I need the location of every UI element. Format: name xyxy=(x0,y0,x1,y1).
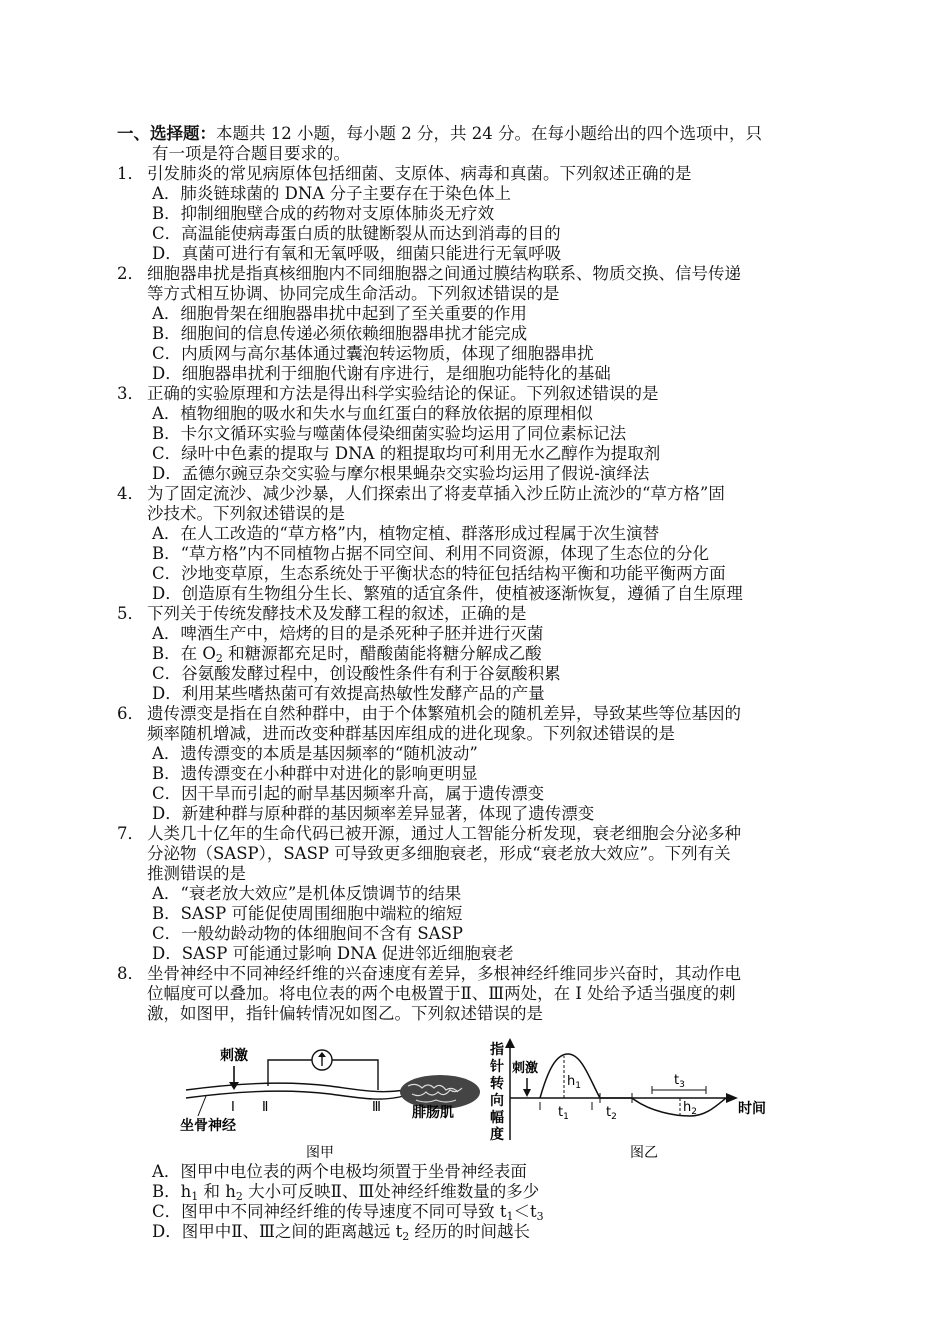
subscript: 1 xyxy=(506,1210,514,1223)
option-a[interactable]: A．肺炎链球菌的 DNA 分子主要存在于染色体上 xyxy=(152,184,511,203)
option-text: B．在 O xyxy=(152,644,216,663)
stimulus-label: 刺激 xyxy=(512,1061,539,1076)
option-b[interactable]: B．抑制细胞壁合成的药物对支原体肺炎无疗效 xyxy=(152,204,495,223)
question-stem: 分泌物（SASP），SASP 可导致更多细胞衰老，形成“衰老放大效应”。下列有关 xyxy=(147,844,731,863)
option-c[interactable]: C．内质网与高尔基体通过囊泡转运物质，体现了细胞器串扰 xyxy=(152,344,594,363)
y-label-char: 幅 xyxy=(490,1110,504,1126)
question-stem: 下列关于传统发酵技术及发酵工程的叙述，正确的是 xyxy=(147,604,527,623)
option-text: 和糖源都充足时，醋酸菌能将糖分解成乙酸 xyxy=(222,644,542,663)
section-instructions-cont: 有一项是符合题目要求的。 xyxy=(152,144,350,163)
option-d[interactable]: D．细胞器串扰利于细胞代谢有序进行，是细胞功能特化的基础 xyxy=(152,364,611,383)
y-label-char: 针 xyxy=(490,1059,504,1075)
t3-label: $t_3$ xyxy=(674,1073,685,1090)
subscript: 1 xyxy=(191,1190,199,1203)
option-d[interactable]: D．利用某些嗜热菌可有效提高热敏性发酵产品的产量 xyxy=(152,684,545,703)
t1-label: $t_1$ xyxy=(558,1105,569,1122)
h1-label: $h_1$ xyxy=(567,1074,581,1091)
question-number: 4． xyxy=(117,484,144,503)
option-c[interactable]: C．谷氨酸发酵过程中，创设酸性条件有利于谷氨酸积累 xyxy=(152,664,561,683)
question-number: 8． xyxy=(117,964,144,983)
question-stem: 人类几十亿年的生命代码已被开源，通过人工智能分析发现，衰老细胞会分泌多种 xyxy=(147,824,741,843)
option-c[interactable]: C．高温能使病毒蛋白质的肽键断裂从而达到消毒的目的 xyxy=(152,224,561,243)
figure-yi-caption: 图乙 xyxy=(630,1145,658,1161)
subscript: 2 xyxy=(215,652,223,665)
option-a[interactable]: A．啤酒生产中，焙烤的目的是杀死种子胚并进行灭菌 xyxy=(152,624,544,643)
option-d[interactable]: D．新建种群与原种群的基因频率差异显著，体现了遗传漂变 xyxy=(152,804,595,823)
question-number: 7． xyxy=(117,824,144,843)
y-label-char: 转 xyxy=(490,1076,504,1092)
option-c[interactable]: C．绿叶中色素的提取与 DNA 的粗提取均可利用无水乙醇作为提取剂 xyxy=(152,444,661,463)
x-axis-arrow xyxy=(726,1093,738,1103)
question-stem: 细胞器串扰是指真核细胞内不同细胞器之间通过膜结构联系、物质交换、信号传递 xyxy=(147,264,741,283)
option-a[interactable]: A．图甲中电位表的两个电极均须置于坐骨神经表面 xyxy=(152,1162,527,1181)
option-text: 大小可反映Ⅱ、Ⅲ处神经纤维数量的多少 xyxy=(242,1182,540,1201)
option-d[interactable]: D．孟德尔豌豆杂交实验与摩尔根果蝇杂交实验均运用了假说-演绎法 xyxy=(152,464,650,483)
stimulus-arrow-head xyxy=(523,1089,531,1097)
point-ii-label: Ⅱ xyxy=(262,1100,269,1115)
option-text: D．图甲中Ⅱ、Ⅲ之间的距离越远 t xyxy=(152,1222,403,1241)
question-stem: 激，如图甲，指针偏转情况如图乙。下列叙述错误的是 xyxy=(147,1004,543,1023)
option-c[interactable]: C．沙地变草原，生态系统处于平衡状态的特征包括结构平衡和功能平衡两方面 xyxy=(152,564,726,583)
question-stem: 遗传漂变是指在自然种群中，由于个体繁殖机会的随机差异，导致某些等位基因的 xyxy=(147,704,741,723)
stimulus-arrow-head xyxy=(229,1082,239,1090)
question-number: 2． xyxy=(117,264,144,283)
question-stem: 推测错误的是 xyxy=(147,864,246,883)
question-stem: 位幅度可以叠加。将电位表的两个电极置于Ⅱ、Ⅲ两处，在 I 处给予适当强度的刺 xyxy=(147,984,736,1003)
option-a[interactable]: A．植物细胞的吸水和失水与血红蛋白的释放依据的原理相似 xyxy=(152,404,593,423)
option-text: 经历的时间越长 xyxy=(409,1222,530,1241)
option-b[interactable]: B．SASP 可能促使周围细胞中端粒的缩短 xyxy=(152,904,463,923)
y-axis-label xyxy=(489,1041,504,1143)
subscript: 3 xyxy=(536,1210,544,1223)
section-instructions: 本题共 12 小题，每小题 2 分，共 24 分。在每小题给出的四个选项中，只 xyxy=(216,124,762,143)
figure-jia-caption: 图甲 xyxy=(306,1145,334,1161)
figure-jia xyxy=(180,1047,480,1161)
x-axis-label: 时间 xyxy=(738,1101,766,1117)
question-number: 6． xyxy=(117,704,144,723)
question-stem: 频率随机增减，进而改变种群基因库组成的进化现象。下列叙述错误的是 xyxy=(147,724,675,743)
question-number: 3． xyxy=(117,384,144,403)
option-a[interactable]: A．在人工改造的“草方格”内，植物定植、群落形成过程属于次生演替 xyxy=(152,524,660,543)
question-stem: 等方式相互协调、协同完成生命活动。下列叙述错误的是 xyxy=(147,284,560,303)
figure-yi xyxy=(489,1038,766,1161)
point-iii-label: Ⅲ xyxy=(372,1100,381,1115)
option-d[interactable]: D．真菌可进行有氧和无氧呼吸，细菌只能进行无氧呼吸 xyxy=(152,244,562,263)
question-stem: 沙技术。下列叙述错误的是 xyxy=(147,504,345,523)
muscle-label: 腓肠肌 xyxy=(412,1105,454,1121)
y-label-char: 度 xyxy=(490,1127,504,1143)
y-label-char: 指 xyxy=(490,1042,504,1058)
muscle-shape xyxy=(400,1075,480,1109)
subscript: 2 xyxy=(235,1190,243,1203)
option-b[interactable]: B．卡尔文循环实验与噬菌体侵染细菌实验均运用了同位素标记法 xyxy=(152,424,627,443)
nerve-pointer xyxy=(198,1096,206,1116)
question-stem: 为了固定流沙、减少沙暴，人们探索出了将麦草插入沙丘防止流沙的“草方格”固 xyxy=(147,484,725,503)
option-b[interactable] xyxy=(152,1182,539,1202)
waveform-trough xyxy=(632,1098,726,1116)
t2-label: $t_2$ xyxy=(606,1105,617,1122)
option-d[interactable]: D．创造原有生物组分生长、繁殖的适宜条件，使植被逐渐恢复，遵循了自生原理 xyxy=(152,584,743,603)
option-a[interactable]: A．细胞骨架在细胞器串扰中起到了至关重要的作用 xyxy=(152,304,527,323)
nerve-line-top xyxy=(186,1083,404,1092)
point-i-label: I xyxy=(231,1100,235,1115)
option-text: B．h xyxy=(152,1182,192,1201)
option-a[interactable]: A．遗传漂变的本质是基因频率的“随机波动” xyxy=(152,744,478,763)
subscript: 2 xyxy=(402,1230,410,1243)
option-b[interactable]: B．遗传漂变在小种群中对进化的影响更明显 xyxy=(152,764,478,783)
option-text: 和 h xyxy=(198,1182,236,1201)
nerve-label: 坐骨神经 xyxy=(180,1118,236,1134)
section-title: 一、选择题： xyxy=(117,124,216,143)
option-text: C．图甲中不同神经纤维的传导速度不同可导致 t xyxy=(152,1202,507,1221)
question-stem: 正确的实验原理和方法是得出科学实验结论的保证。下列叙述错误的是 xyxy=(147,384,659,403)
question-stem: 引发肺炎的常见病原体包括细菌、支原体、病毒和真菌。下列叙述正确的是 xyxy=(147,164,692,183)
option-c[interactable]: C．因干旱而引起的耐旱基因频率升高，属于遗传漂变 xyxy=(152,784,545,803)
h2-label: $h_2$ xyxy=(683,1100,697,1117)
t1-bracket xyxy=(540,1102,592,1110)
question-number: 1． xyxy=(117,164,144,183)
option-a[interactable]: A．“衰老放大效应”是机体反馈调节的结果 xyxy=(152,884,462,903)
y-label-char: 向 xyxy=(490,1093,504,1109)
stimulus-label: 刺激 xyxy=(220,1048,248,1064)
question-number: 5． xyxy=(117,604,144,623)
option-b[interactable]: B．“草方格”内不同植物占据不同空间、利用不同资源，体现了生态位的分化 xyxy=(152,544,709,563)
option-d[interactable] xyxy=(152,1222,530,1242)
option-d[interactable]: D．SASP 可能通过影响 DNA 促进邻近细胞衰老 xyxy=(152,944,514,963)
option-c[interactable]: C．一般幼龄动物的体细胞间不含有 SASP xyxy=(152,924,463,943)
nerve-line-bottom xyxy=(186,1091,404,1099)
y-axis-arrow xyxy=(505,1038,515,1048)
option-b[interactable]: B．细胞间的信息传递必须依赖细胞器串扰才能完成 xyxy=(152,324,528,343)
option-text: ＜t xyxy=(513,1202,537,1221)
option-c[interactable] xyxy=(152,1202,544,1222)
question-stem: 坐骨神经中不同神经纤维的兴奋速度有差异，多根神经纤维同步兴奋时，其动作电 xyxy=(147,964,741,983)
